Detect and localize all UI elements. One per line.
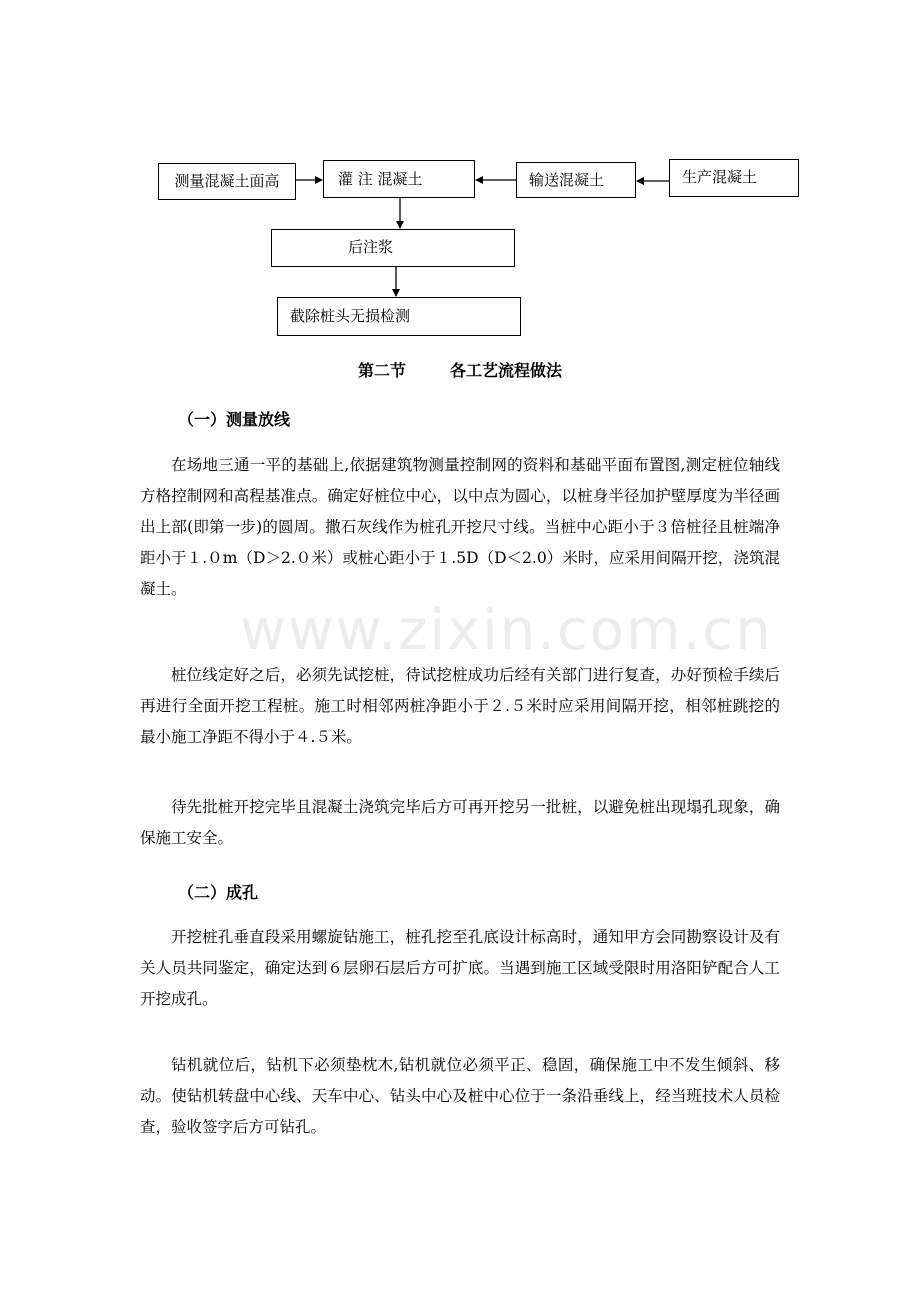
flow-box-produce-concrete: [669, 159, 799, 197]
paragraph: 钻机就位后，钻机下必须垫枕木,钻机就位必须平正、稳固，确保施工中不发生倾斜、移动。使钻机转盘中心线、天车中心、钻头中心及桩中心位于一条沿垂线上，经当班技术人员检查，验收签字后方可钻孔。: [140, 1056, 780, 1136]
flow-box-measure-height: [158, 163, 296, 200]
paragraph: 桩位线定好之后，必须先试挖桩，待试挖桩成功后经有关部门进行复查，办好预检手续后再进行全面开挖工程桩。施工时相邻两桩净距小于２.５米时应采用间隔开挖，相邻桩跳挖的最小施工净距不得小于４.５米。: [140, 666, 780, 746]
flow-label-produce-concrete: 生产混凝土: [682, 168, 758, 186]
flow-box-cut-pile-head: [277, 297, 521, 336]
flow-label-measure-height: 测量混凝土面高: [174, 172, 280, 190]
flow-label-pour-concrete: 灌 注 混凝土: [338, 169, 423, 188]
flow-label-cut-pile-head: 截除桩头无损检测: [290, 307, 411, 325]
subsection-heading-hole-forming: （二）成孔: [178, 883, 259, 902]
flow-box-pour-concrete: [323, 160, 475, 198]
watermark: www.zixin.com.cn: [240, 598, 773, 663]
flow-label-post-grouting: 后注浆: [348, 238, 394, 256]
paragraph: 在场地三通一平的基础上,依据建筑物测量控制网的资料和基础平面布置图,测定桩位轴线方格控制网和高程基准点。确定好桩位中心，以中点为圆心，以桩身半径加护壁厚度为半径画出上部(即第一步)的圆周。撒石灰线作为桩孔开挖尺寸线。当桩中心距小于３倍桩径且桩端净距小于１.０m（D＞2.０米）或桩心距小于１.5D（D＜2.0）米时，应采用间隔开挖，浇筑混凝土。: [140, 456, 780, 598]
section-title-text: 各工艺流程做法: [450, 361, 563, 380]
flow-box-post-grouting: [271, 229, 515, 267]
paragraph: 开挖桩孔垂直段采用螺旋钻施工，桩孔挖至孔底设计标高时，通知甲方会同勘察设计及有关人员共同鉴定，确定达到６层卵石层后方可扩底。当遇到施工区域受限时用洛阳铲配合人工开挖成孔。: [140, 928, 780, 1008]
flow-label-transport-concrete: 输送混凝土: [529, 170, 605, 189]
section-number: 第二节: [357, 361, 406, 380]
flow-box-transport-concrete: [516, 162, 636, 198]
section-title: [0, 358, 920, 381]
paragraph: 待先批桩开挖完毕且混凝土浇筑完毕后方可再开挖另一批桩，以避免桩出现塌孔现象，确保施工安全。: [140, 798, 780, 847]
subsection-heading-survey: （一）测量放线: [178, 410, 291, 429]
